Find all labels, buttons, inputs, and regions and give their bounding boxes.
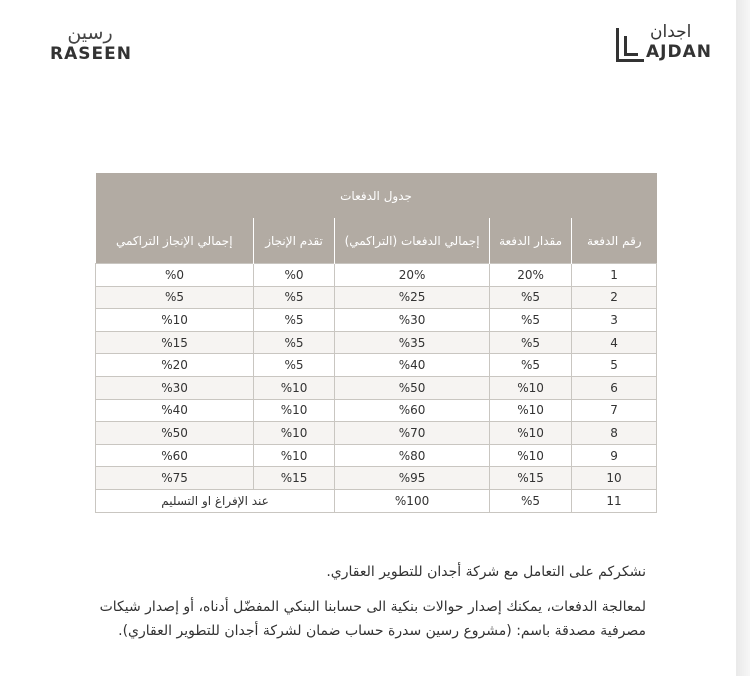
table-row xyxy=(96,399,657,422)
payment-instructions-line1: لمعالجة الدفعات، يمكنك إصدار حوالات بنكية الى حسابنا البنكي المفضّل أدناه، أو إصدار شيكات xyxy=(99,599,646,615)
raseen-logo-arabic: رسين xyxy=(67,22,113,44)
table-cell: 7 xyxy=(572,399,657,422)
raseen-logo xyxy=(50,22,140,66)
table-cell: %35 xyxy=(335,331,490,354)
table-cell: %60 xyxy=(335,399,490,422)
ajdan-logo-english: AJDAN xyxy=(646,42,712,62)
table-cell: %5 xyxy=(254,331,335,354)
table-cell: %10 xyxy=(96,309,254,332)
table-cell: 6 xyxy=(572,376,657,399)
table-cell: %0 xyxy=(254,264,335,287)
table-cell: %5 xyxy=(490,309,572,332)
table-cell: %50 xyxy=(96,422,254,445)
table-cell: %0 xyxy=(96,264,254,287)
header-cumulative-payments: إجمالي الدفعات (التراكمي) xyxy=(335,218,490,264)
table-cell: %15 xyxy=(254,467,335,490)
table-cell: %15 xyxy=(490,467,572,490)
table-cell: %10 xyxy=(490,376,572,399)
table-cell: %30 xyxy=(335,309,490,332)
table-row xyxy=(96,309,657,332)
table-cell: 3 xyxy=(572,309,657,332)
table-row xyxy=(96,444,657,467)
table-cell: 8 xyxy=(572,422,657,445)
header-progress: تقدم الإنجاز xyxy=(254,218,335,264)
table-header-row xyxy=(96,218,657,264)
payment-instructions xyxy=(86,595,646,643)
table-row xyxy=(96,264,657,287)
table-cell: %5 xyxy=(490,331,572,354)
table-cell: 10 xyxy=(572,467,657,490)
ajdan-logo-arabic: اجدان xyxy=(650,22,692,42)
table-cell: %10 xyxy=(490,444,572,467)
table-cell: 20% xyxy=(335,264,490,287)
table-cell: %5 xyxy=(490,354,572,377)
raseen-logo-english: RASEEN xyxy=(50,44,132,64)
table-cell: %5 xyxy=(490,489,572,512)
table-cell: %10 xyxy=(490,399,572,422)
ajdan-logo xyxy=(606,22,716,68)
table-title: جدول الدفعات xyxy=(96,173,657,218)
table-cell: 11 xyxy=(572,489,657,512)
table-row-final xyxy=(96,489,657,512)
table-body xyxy=(96,264,657,513)
table-cell: %40 xyxy=(96,399,254,422)
table-cell: %10 xyxy=(254,422,335,445)
table-row xyxy=(96,331,657,354)
table-cell: %80 xyxy=(335,444,490,467)
table-cell: %10 xyxy=(254,376,335,399)
ajdan-mark-icon xyxy=(614,26,646,64)
table-cell: %10 xyxy=(490,422,572,445)
table-cell: %40 xyxy=(335,354,490,377)
table-cell: 2 xyxy=(572,286,657,309)
header-cumulative-progress: إجمالي الإنجاز التراكمي xyxy=(96,218,254,264)
table-cell: 5 xyxy=(572,354,657,377)
handover-note-cell: عند الإفراغ او التسليم xyxy=(96,489,335,512)
table-cell: %25 xyxy=(335,286,490,309)
table-cell: %10 xyxy=(254,399,335,422)
payment-schedule-table xyxy=(95,173,656,513)
table-cell: %50 xyxy=(335,376,490,399)
header-payment-number: رقم الدفعة xyxy=(572,218,657,264)
table-cell: %5 xyxy=(254,286,335,309)
table-cell: %5 xyxy=(96,286,254,309)
page-edge xyxy=(736,0,750,676)
table-cell: %30 xyxy=(96,376,254,399)
table-row xyxy=(96,422,657,445)
table-cell: %5 xyxy=(254,354,335,377)
table-cell: 4 xyxy=(572,331,657,354)
table-row xyxy=(96,467,657,490)
table-cell: 20% xyxy=(490,264,572,287)
payment-instructions-line2: مصرفية مصدقة باسم: (مشروع رسين سدرة حساب ضمان لشركة أجدان للتطوير العقاري). xyxy=(118,623,646,639)
header-payment-amount: مقدار الدفعة xyxy=(490,218,572,264)
table-cell: 1 xyxy=(572,264,657,287)
table-cell: %5 xyxy=(490,286,572,309)
table-cell: %70 xyxy=(335,422,490,445)
table-cell: %20 xyxy=(96,354,254,377)
table-cell: %100 xyxy=(335,489,490,512)
table-cell: %10 xyxy=(254,444,335,467)
table-cell: %75 xyxy=(96,467,254,490)
table-row xyxy=(96,354,657,377)
table-cell: %60 xyxy=(96,444,254,467)
table-row xyxy=(96,376,657,399)
table-cell: 9 xyxy=(572,444,657,467)
thanks-paragraph: نشكركم على التعامل مع شركة أجدان للتطوير العقاري. xyxy=(326,564,646,580)
table-cell: %15 xyxy=(96,331,254,354)
table-cell: %5 xyxy=(254,309,335,332)
table-cell: %95 xyxy=(335,467,490,490)
table-row xyxy=(96,286,657,309)
